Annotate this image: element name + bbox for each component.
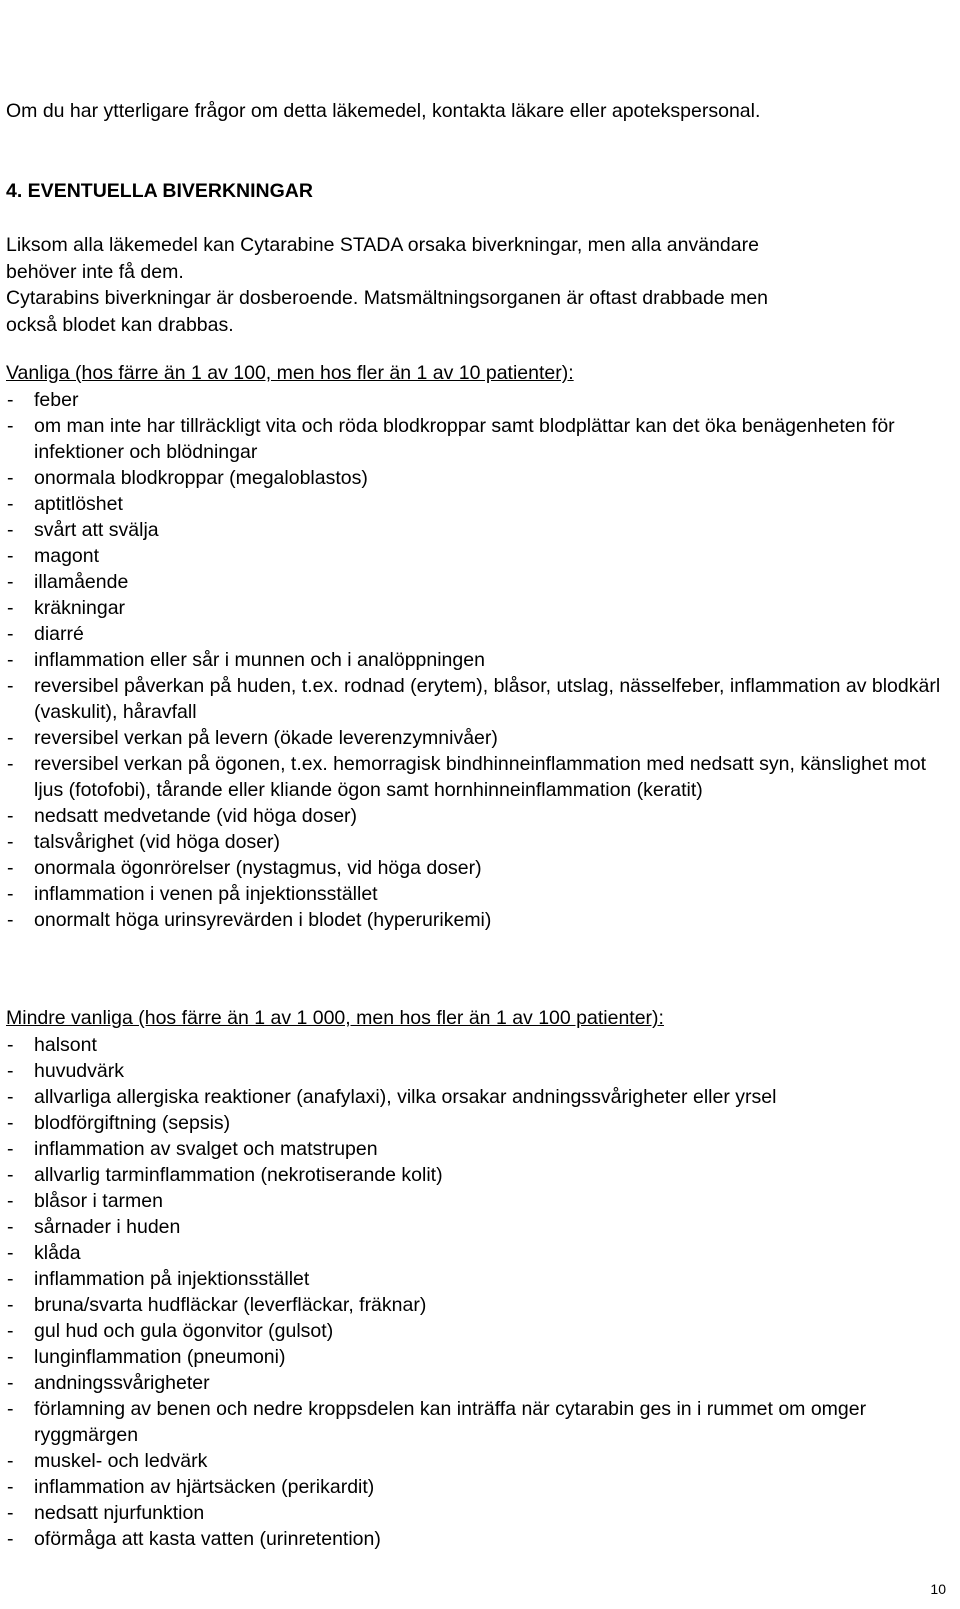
list-item: - svårt att svälja — [6, 517, 941, 543]
list-item: - talsvårighet (vid höga doser) — [6, 829, 941, 855]
list-item: - huvudvärk — [6, 1058, 941, 1084]
uncommon-side-effects — [6, 1005, 941, 1552]
common-side-effects — [6, 360, 941, 933]
list-item: - reversibel verkan på levern (ökade leverenzymnivåer) — [6, 725, 941, 751]
list-item: - magont — [6, 543, 941, 569]
section-heading: 4. EVENTUELLA BIVERKNINGAR — [6, 180, 313, 202]
list-item: - andningssvårigheter — [6, 1370, 941, 1396]
list-item: - halsont — [6, 1032, 941, 1058]
page-number: 10 — [930, 1581, 946, 1597]
list-item: - blåsor i tarmen — [6, 1188, 941, 1214]
list-item: - feber — [6, 387, 941, 413]
list-item: - lunginflammation (pneumoni) — [6, 1344, 941, 1370]
intro-paragraph — [6, 232, 926, 338]
paragraph-line: också blodet kan drabbas. — [6, 313, 234, 336]
list-item: - blodförgiftning (sepsis) — [6, 1110, 941, 1136]
list-item: - inflammation på injektionsstället — [6, 1266, 941, 1292]
list-item: - klåda — [6, 1240, 941, 1266]
list-item: - muskel- och ledvärk — [6, 1448, 941, 1474]
list-item: - inflammation eller sår i munnen och i analöppningen — [6, 647, 941, 673]
list-item: - förlamning av benen och nedre kroppsdelen kan inträffa när cytarabin ges in i rummet om omger ryggmärgen — [6, 1396, 941, 1448]
paragraph-line: behöver inte få dem. — [6, 260, 184, 283]
list-item: - inflammation i venen på injektionsstället — [6, 881, 941, 907]
uncommon-list — [6, 1032, 941, 1552]
list-item: - illamående — [6, 569, 941, 595]
list-item: - nedsatt medvetande (vid höga doser) — [6, 803, 941, 829]
list-item: - reversibel verkan på ögonen, t.ex. hemorragisk bindhinneinflammation med nedsatt syn, känslighet mot ljus (fotofobi), tårande eller kliande ögon samt hornhinneinflammation (keratit) — [6, 751, 941, 803]
list-item: - allvarliga allergiska reaktioner (anafylaxi), vilka orsakar andningssvårigheter eller yrsel — [6, 1084, 941, 1110]
list-item: - diarré — [6, 621, 941, 647]
uncommon-title: Mindre vanliga (hos färre än 1 av 1 000, men hos fler än 1 av 100 patienter): — [6, 1007, 664, 1029]
list-item: - aptitlöshet — [6, 491, 941, 517]
list-item: - kräkningar — [6, 595, 941, 621]
list-item: - oförmåga att kasta vatten (urinretention) — [6, 1526, 941, 1552]
list-item: - onormala blodkroppar (megaloblastos) — [6, 465, 941, 491]
list-item: - nedsatt njurfunktion — [6, 1500, 941, 1526]
list-item: - allvarlig tarminflammation (nekrotiserande kolit) — [6, 1162, 941, 1188]
paragraph-line: Liksom alla läkemedel kan Cytarabine STADA orsaka biverkningar, men alla användare — [6, 234, 759, 256]
list-item: - bruna/svarta hudfläckar (leverfläckar, fräknar) — [6, 1292, 941, 1318]
list-item: - onormala ögonrörelser (nystagmus, vid höga doser) — [6, 855, 941, 881]
list-item: - sårnader i huden — [6, 1214, 941, 1240]
list-item: - gul hud och gula ögonvitor (gulsot) — [6, 1318, 941, 1344]
list-item: - reversibel påverkan på huden, t.ex. rodnad (erytem), blåsor, utslag, nässelfeber, inflammation av blodkärl (vaskulit), håravfall — [6, 673, 941, 725]
list-item: - om man inte har tillräckligt vita och röda blodkroppar samt blodplättar kan det öka benägenheten för infektioner och blödningar — [6, 413, 941, 465]
paragraph-line: Cytarabins biverkningar är dosberoende. Matsmältningsorganen är oftast drabbade men — [6, 287, 769, 309]
list-item: - inflammation av hjärtsäcken (perikardit) — [6, 1474, 941, 1500]
common-title: Vanliga (hos färre än 1 av 100, men hos fler än 1 av 10 patienter): — [6, 362, 574, 384]
list-item: - onormalt höga urinsyrevärden i blodet (hyperurikemi) — [6, 907, 941, 933]
intro-text: Om du har ytterligare frågor om detta läkemedel, kontakta läkare eller apotekspersonal. — [6, 100, 761, 122]
common-list — [6, 387, 941, 933]
list-item: - inflammation av svalget och matstrupen — [6, 1136, 941, 1162]
